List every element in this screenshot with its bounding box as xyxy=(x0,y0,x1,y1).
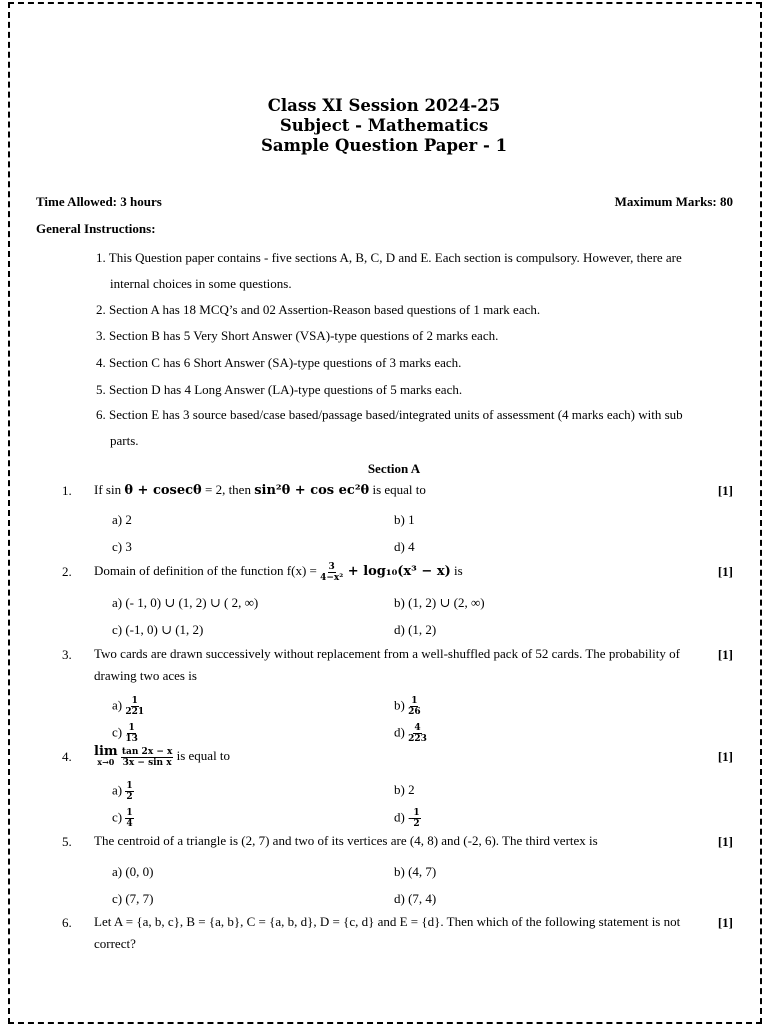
option-d: d) (1, 2) xyxy=(394,622,437,637)
question-mark: [1] xyxy=(717,749,733,764)
option-c: c) $\frac{1}{4}$ xyxy=(112,808,133,829)
option-b: b) $\frac{1}{26}$ xyxy=(394,696,421,717)
instruction-line: internal choices in some questions. xyxy=(110,276,292,291)
option-b: b) 1 xyxy=(394,512,415,527)
option-a: a) $\frac{1}{221}$ xyxy=(112,696,145,717)
instruction-line: parts. xyxy=(110,433,139,448)
option-c: c) (7, 7) xyxy=(112,891,154,906)
instruction-line: 3. Section B has 5 Very Short Answer (VSA)-type questions of 2 marks each. xyxy=(96,328,499,343)
option-b: b) 2 xyxy=(394,782,415,797)
subject-title: Subject - Mathematics xyxy=(279,116,489,135)
instruction-line: 1. This Question paper contains - five sections A, B, C, D and E. Each section is compulsory. However, there are xyxy=(96,250,682,265)
option-a: a) (- 1, 0) ∪ (1, 2) ∪ ( 2, ∞) xyxy=(112,595,259,610)
question-number: 1. xyxy=(62,483,72,498)
question-text: The centroid of a triangle is (2, 7) and two of its vertices are (4, 8) and (-2, 6). The third vertex is xyxy=(94,833,598,848)
question-number: 6. xyxy=(62,915,72,930)
time-allowed: Time Allowed: 3 hours xyxy=(36,194,162,209)
option-c: c) 3 xyxy=(112,539,132,554)
question-mark: [1] xyxy=(717,647,733,662)
question-text: Two cards are drawn successively without replacement from a well-shuffled pack of 52 cards. The probability of drawing two aces is xyxy=(94,646,680,683)
option-c: c) $\frac{1}{13}$ xyxy=(112,723,138,744)
fraction: $\frac{3}{\text{4−x²}}$ xyxy=(320,561,344,583)
question-number: 5. xyxy=(62,834,72,849)
fraction: $\frac{\tan 2x - x}{\text{3x − sin x}}$ xyxy=(121,746,173,768)
option-d: d) $\frac{4}{223}$ xyxy=(394,723,427,744)
question-text: Let A = {a, b, c}, B = {a, b}, C = {a, b, d}, D = {c, d} and E = {d}. Then which of the following statement is not correct? xyxy=(94,914,681,951)
question-text: If sin θ + cosecθ = 2, then sin²θ + cos ec²θ is equal to xyxy=(94,482,426,498)
paper-header xyxy=(0,96,768,156)
option-a: a) (0, 0) xyxy=(112,864,154,879)
instruction-line: 4. Section C has 6 Short Answer (SA)-type questions of 3 marks each. xyxy=(96,355,462,370)
option-c: c) (-1, 0) ∪ (1, 2) xyxy=(112,622,204,637)
question-number: 4. xyxy=(62,749,72,764)
class-session-title: Class XI Session 2024-25 xyxy=(267,96,501,115)
question-mark: [1] xyxy=(717,564,733,579)
question-number: 2. xyxy=(62,564,72,579)
limit: lim x→0 xyxy=(94,744,118,768)
option-a: a) $\frac{1}{2}$ xyxy=(112,781,133,802)
option-d: d) - $\frac{1}{2}$ xyxy=(394,808,420,829)
paper-title: Sample Question Paper - 1 xyxy=(260,136,508,155)
option-d: d) (7, 4) xyxy=(394,891,437,906)
question-mark: [1] xyxy=(717,915,733,930)
instruction-line: 6. Section E has 3 source based/case based/passage based/integrated units of assessment (4 marks each) with sub xyxy=(96,407,683,422)
question-text: Domain of definition of the function f(x) = $\frac{3}{\text{4−x²}}$ + log₁₀(x³ − x) is xyxy=(94,561,463,583)
option-b: b) (1, 2) ∪ (2, ∞) xyxy=(394,595,485,610)
question-mark: [1] xyxy=(717,834,733,849)
option-a: a) 2 xyxy=(112,512,132,527)
question-mark: [1] xyxy=(717,483,733,498)
instruction-line: 2. Section A has 18 MCQ’s and 02 Assertion-Reason based questions of 1 mark each. xyxy=(96,302,541,317)
instruction-line: 5. Section D has 4 Long Answer (LA)-type questions of 5 marks each. xyxy=(96,382,463,397)
option-b: b) (4, 7) xyxy=(394,864,437,879)
question-number: 3. xyxy=(62,647,72,662)
question-text: lim x→0 $\frac{\tan 2x - x}{\text{3x − sin x}}$ is equal to xyxy=(94,744,231,768)
option-d: d) 4 xyxy=(394,539,415,554)
section-a-heading: Section A xyxy=(367,461,421,476)
instructions-title: General Instructions: xyxy=(36,221,156,236)
maximum-marks: Maximum Marks: 80 xyxy=(614,194,733,209)
